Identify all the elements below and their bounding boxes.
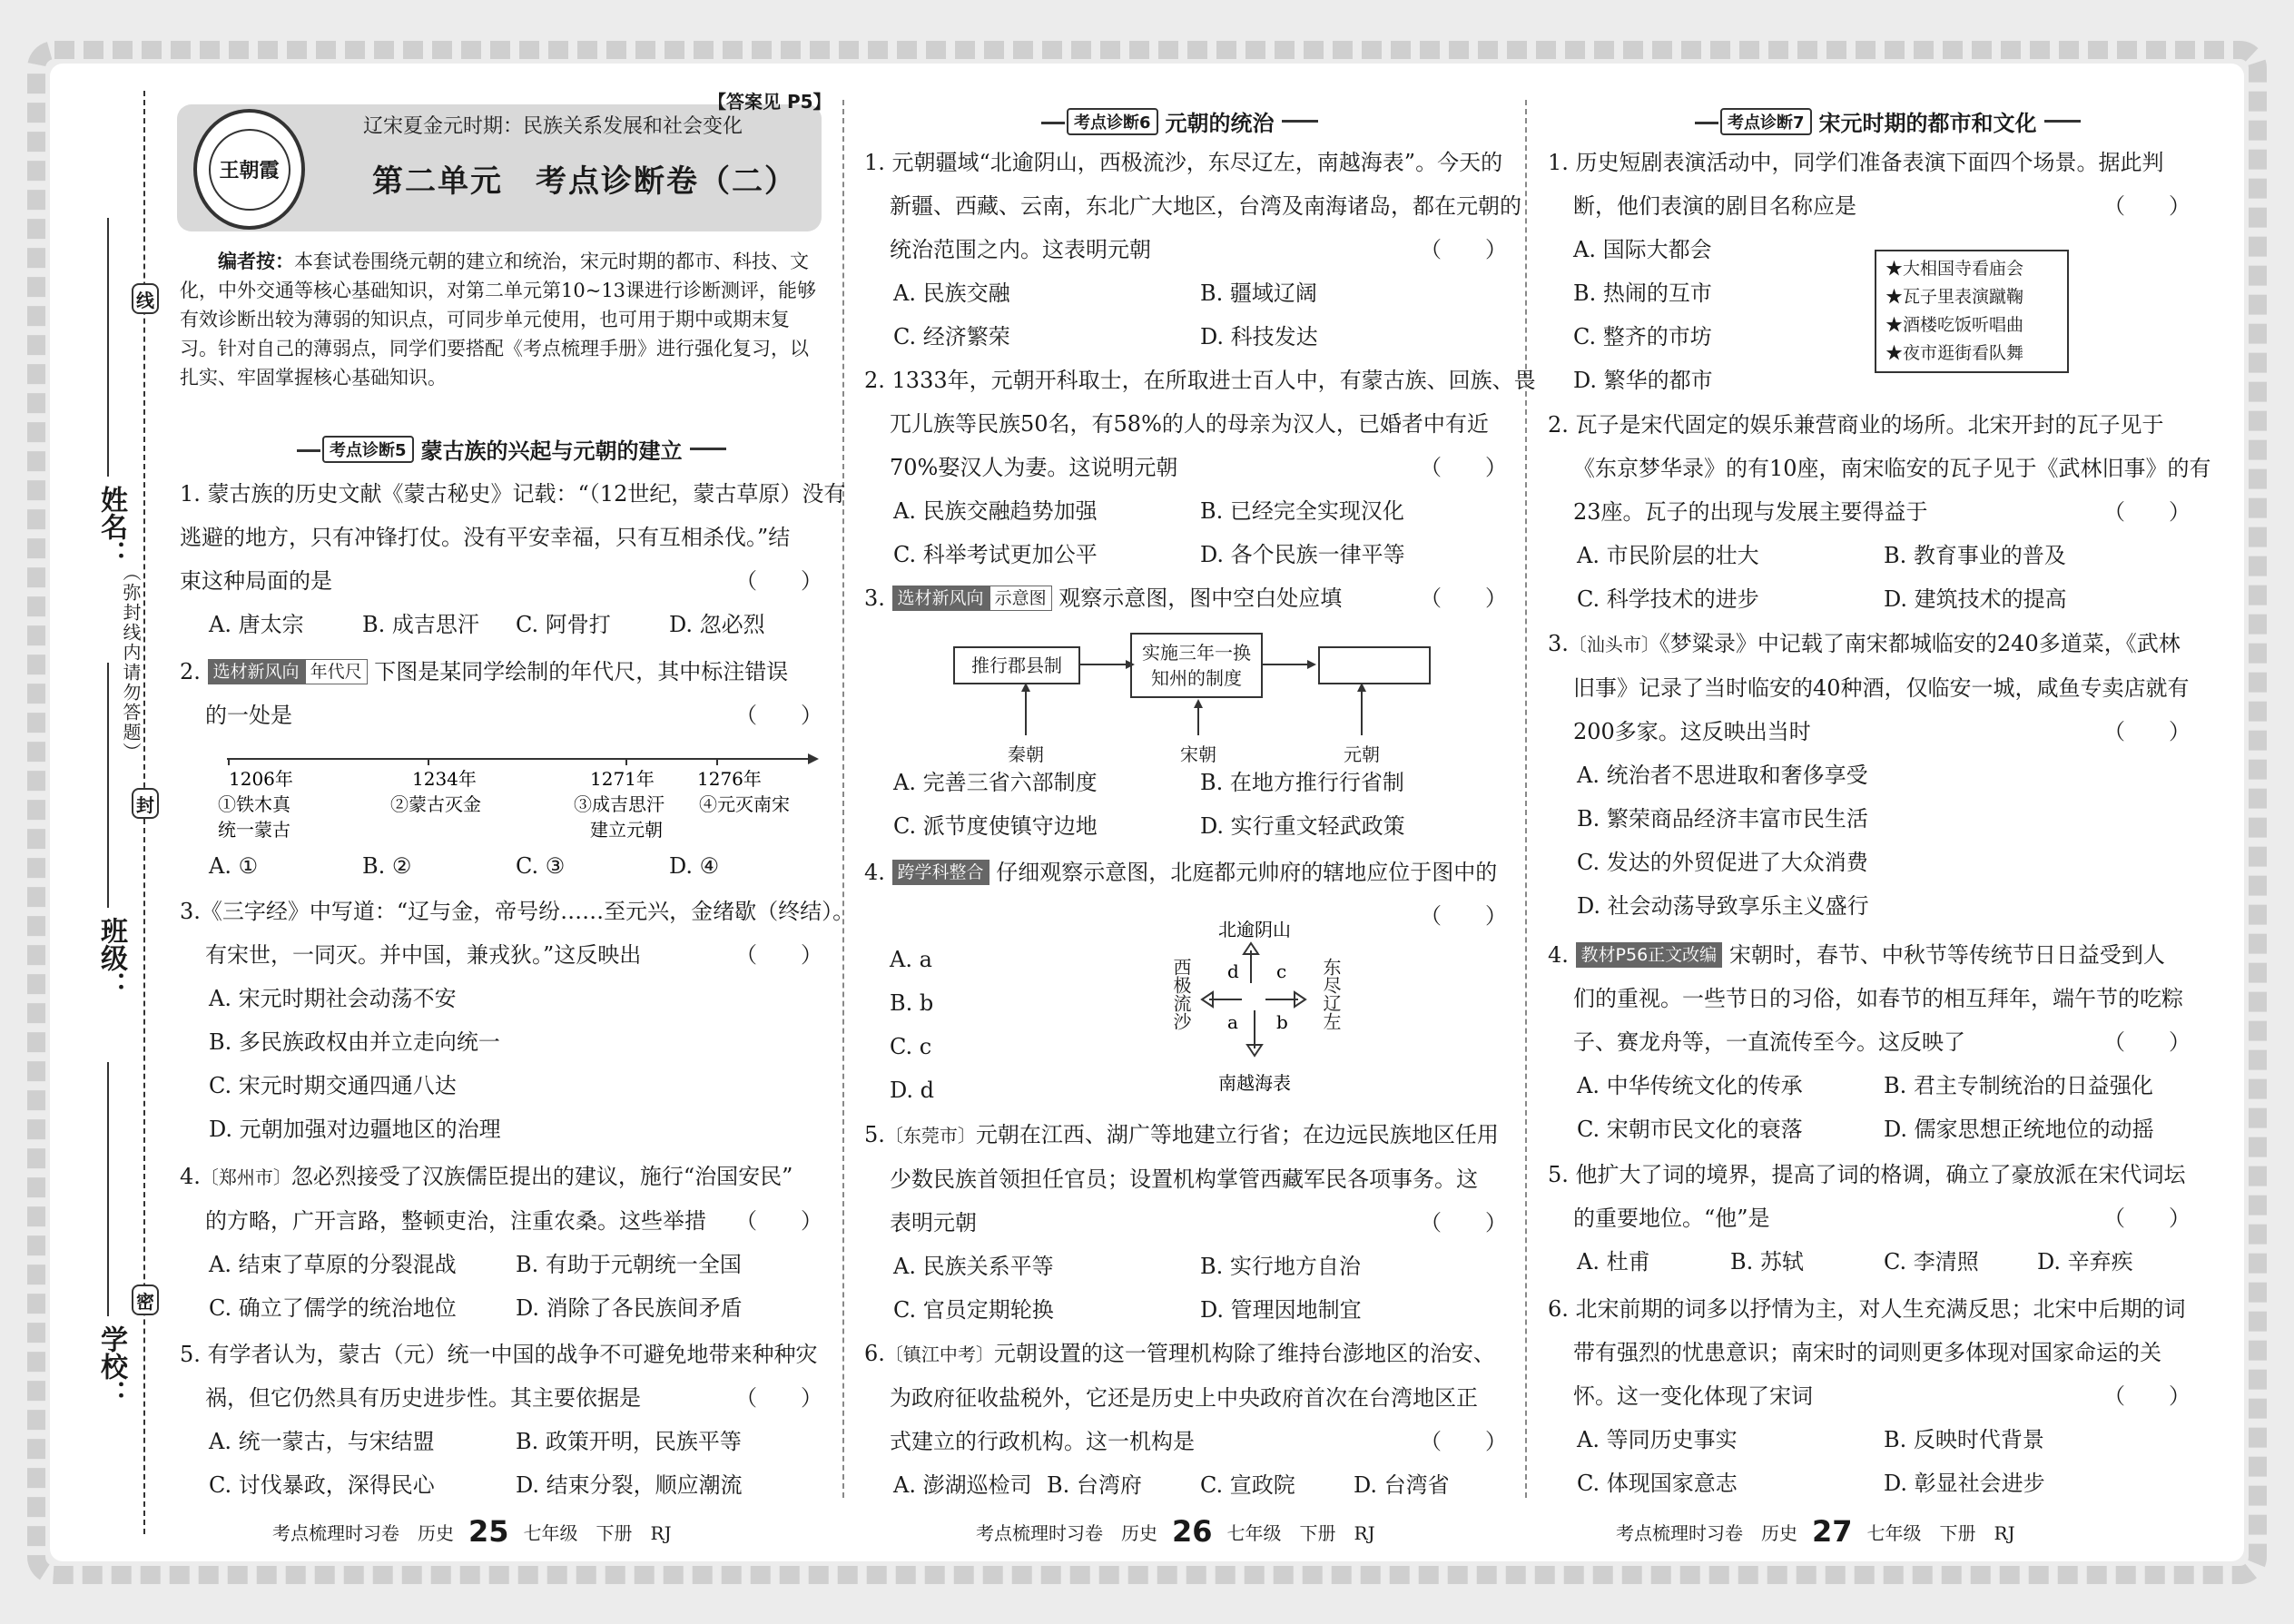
- question-text: 祸，但它仍然具有历史进步性。其主要依据是: [205, 1385, 641, 1411]
- question-3-1: [1548, 141, 2191, 402]
- question-text: 统治范围之内。这表明元朝: [890, 237, 1151, 262]
- timeline-event: ①铁木真: [218, 793, 290, 815]
- question-source: 〔郑州市〕: [200, 1166, 291, 1188]
- column-separator: [1525, 100, 1527, 1498]
- timeline-event: ③成吉思汗: [574, 793, 665, 815]
- question-text: 带有强烈的忧患意识；南宋时的词则更多体现对国家命运的关: [1573, 1340, 2161, 1365]
- option-c[interactable]: C. 派节度使镇守边地: [893, 813, 1098, 839]
- question-text: 2. 瓦子是宋代固定的娱乐兼营商业的场所。北宋开封的瓦子见于: [1548, 412, 2164, 438]
- option-a[interactable]: A. 结束了草原的分裂混战: [209, 1252, 457, 1277]
- question-number: 4.: [864, 860, 885, 885]
- answer-blank[interactable]: （ ）: [2103, 1029, 2191, 1055]
- question-text: 5. 有学者认为，蒙古（元）统一中国的战争不可避免地带来种种灾: [180, 1342, 818, 1367]
- option-a[interactable]: A. 宋元时期社会动荡不安: [209, 986, 457, 1011]
- option-a[interactable]: A. 市民阶层的壮大: [1577, 543, 1759, 568]
- question-text: 2. 1333年，元朝开科取士，在所取进士百人中，有蒙古族、回族、畏: [864, 368, 1536, 393]
- question-text: 的重要地位。“他”是: [1573, 1206, 1770, 1231]
- editor-note-label: 编者按：: [218, 251, 294, 272]
- answer-blank[interactable]: （ ）: [2103, 719, 2191, 744]
- column-separator: [842, 100, 844, 1498]
- binding-note: （弥封线内请勿答题）: [120, 563, 142, 763]
- option-c[interactable]: C. c: [890, 1034, 932, 1059]
- option-d[interactable]: D. d: [890, 1078, 935, 1103]
- binding-mark-bind: 密: [132, 1284, 159, 1315]
- question-2-5: [864, 1113, 1507, 1332]
- answer-blank[interactable]: （ ）: [2103, 1383, 2191, 1409]
- option-b[interactable]: B. 有助于元朝统一全国: [516, 1252, 742, 1277]
- option-c[interactable]: C. 李清照: [1884, 1249, 1979, 1275]
- question-text: 式建立的行政机构。这一机构是: [890, 1429, 1195, 1454]
- answer-blank[interactable]: （ ）: [735, 942, 822, 968]
- answer-blank[interactable]: （ ）: [1420, 237, 1507, 262]
- option-c[interactable]: C. 经济繁荣: [893, 324, 1010, 349]
- question-2-3: [864, 576, 1507, 620]
- question-number: 5.: [864, 1122, 885, 1147]
- option-c[interactable]: C. 宣政院: [1200, 1472, 1295, 1498]
- compass-letter: d: [1227, 960, 1239, 982]
- answer-blank[interactable]: （ ）: [735, 703, 822, 728]
- option-d[interactable]: D. 管理因地制宜: [1200, 1297, 1362, 1323]
- question-text: 3.《三字经》中写道：“辽与金，帝号纷……至元兴，金绪歇（终结）。: [180, 899, 855, 924]
- compass-letter: c: [1276, 960, 1287, 982]
- option-d[interactable]: D. 繁华的都市: [1573, 368, 1713, 393]
- page-footer-27: [1616, 1514, 2015, 1549]
- option-b[interactable]: B. 反映时代背景: [1884, 1427, 2044, 1452]
- option-a[interactable]: A. 统治者不思进取和奢侈享受: [1577, 763, 1868, 788]
- question-1-3: [180, 890, 855, 1151]
- option-d[interactable]: D. 彰显社会进步: [1884, 1471, 2045, 1496]
- page-number: 26: [1172, 1514, 1213, 1549]
- question-tag: 年代尺: [305, 659, 368, 684]
- timeline-event: 建立元朝: [590, 819, 663, 841]
- option-b[interactable]: B. 台湾府: [1047, 1472, 1142, 1498]
- question-text: 少数民族首领担任官员；设置机构掌管西藏军民各项事务。这: [890, 1166, 1478, 1192]
- question-3-6: [1548, 1287, 2191, 1505]
- question-2-2: [864, 359, 1536, 576]
- scene-list-box: [1875, 250, 2069, 373]
- question-3-5: [1548, 1153, 2191, 1284]
- option-a[interactable]: A. 民族关系平等: [893, 1254, 1054, 1279]
- question-2-6: [864, 1332, 1507, 1507]
- option-b[interactable]: B. 繁荣商品经济丰富市民生活: [1577, 806, 1868, 832]
- footer-text: 考点梳理时习卷 历史: [272, 1521, 454, 1544]
- flow-box-2: [1130, 633, 1263, 698]
- option-a[interactable]: A. 民族交融: [893, 281, 1010, 306]
- compass-south: 南越海表: [1218, 1072, 1291, 1094]
- compass-north: 北逾阴山: [1218, 919, 1291, 940]
- option-d[interactable]: D. 科技发达: [1200, 324, 1318, 349]
- editor-note-text: 本套试卷围绕元朝的建立和统治，宋元时期的都市、科技、文化，中外交通等核心基础知识，对第二单元第10~13课进行诊断测评，能够有效诊断出较为薄弱的知识点，可同步单元使用，也可用于期中或期末复习。针对自己的薄弱点，同学们要搭配《考点梳理手册》进行强化复习，以扎实、牢固掌握核心基础知识。: [180, 251, 817, 389]
- compass-west: 西极流沙: [1170, 958, 1192, 1030]
- footer-text: 考点梳理时习卷 历史: [1616, 1521, 1797, 1544]
- question-tag: 示意图: [989, 586, 1052, 611]
- compass-letter: a: [1227, 1011, 1238, 1033]
- name-underline[interactable]: [107, 218, 109, 477]
- question-3-4: [1548, 933, 2191, 1151]
- timeline-event: 统一蒙古: [218, 819, 290, 841]
- question-text: 《东京梦华录》的有10座，南宋临安的瓦子见于《武林旧事》的有: [1573, 456, 2211, 481]
- footer-text: 七年级 下册 RJ: [1866, 1521, 2015, 1544]
- option-d[interactable]: D. ④: [669, 853, 720, 879]
- option-b[interactable]: B. 成吉思汗: [362, 612, 479, 637]
- answer-blank[interactable]: （ ）: [735, 1385, 822, 1411]
- question-text: 5. 他扩大了词的境界，提高了词的格调，确立了豪放派在宋代词坛: [1548, 1162, 2186, 1187]
- option-c[interactable]: C. 科学技术的进步: [1577, 586, 1759, 612]
- question-text: 观察示意图，图中空白处应填: [1058, 586, 1343, 611]
- footer-text: 七年级 下册 RJ: [523, 1521, 672, 1544]
- question-text: 断，他们表演的剧目名称应是: [1573, 193, 1856, 219]
- flow-box-1: 推行郡县制: [953, 646, 1080, 684]
- question-text: 200多家。这反映出当时: [1573, 719, 1811, 744]
- name-label: 姓名：: [95, 486, 127, 567]
- question-1-4: [180, 1155, 822, 1330]
- scene-item: ★夜市逛街看队舞: [1885, 343, 2024, 363]
- question-text: 束这种局面的是: [180, 568, 332, 594]
- question-3-3: [1548, 622, 2191, 928]
- answer-blank[interactable]: （ ）: [1420, 586, 1507, 611]
- binding-mark-seal: 封: [132, 788, 159, 819]
- answer-blank[interactable]: （ ）: [2103, 1206, 2191, 1231]
- flow-label: 元朝: [1344, 743, 1380, 765]
- option-a[interactable]: A. 国际大都会: [1573, 237, 1712, 262]
- compass-letter: b: [1276, 1011, 1288, 1033]
- section-tag: 考点诊断5: [322, 436, 414, 463]
- class-label: 班级：: [95, 917, 127, 999]
- option-c[interactable]: C. 阿骨打: [516, 612, 611, 637]
- page-footer-26: [976, 1514, 1375, 1549]
- question-1-2: [180, 650, 822, 737]
- option-b[interactable]: B. ②: [362, 853, 412, 879]
- question-text: 们的重视。一些节日的习俗，如春节的相互拜年，端午节的吃粽: [1573, 986, 2183, 1011]
- question-number: 3.: [1548, 631, 1569, 656]
- question-text: 忽必烈接受了汉族儒臣提出的建议，施行“治国安民”: [290, 1164, 793, 1189]
- question-2-3-options: [864, 761, 1507, 848]
- option-a[interactable]: A. 民族交融趋势加强: [893, 498, 1098, 524]
- section-title: 元朝的统治: [1165, 111, 1275, 136]
- option-c[interactable]: C. 讨伐暴政，深得民心: [209, 1472, 435, 1498]
- scene-item: ★酒楼吃饭听唱曲: [1885, 315, 2024, 335]
- section-title: 宋元时期的都市和文化: [1818, 111, 2037, 136]
- option-c[interactable]: C. 整齐的市坊: [1573, 324, 1712, 349]
- option-b[interactable]: B. 实行地方自治: [1200, 1254, 1361, 1279]
- option-c[interactable]: C. 宋朝市民文化的衰落: [1577, 1117, 1803, 1142]
- question-text: 70%娶汉人为妻。这说明元朝: [890, 455, 1178, 480]
- question-text: 下图是某同学绘制的年代尺，其中标注错误: [374, 659, 789, 684]
- question-text: 《梦粱录》中记载了南宋都城临安的240多道菜，《武林: [1659, 631, 2181, 656]
- timeline-diagram: [209, 749, 826, 849]
- footer-text: 考点梳理时习卷 历史: [976, 1521, 1157, 1544]
- section-heading-7: [1720, 105, 2081, 137]
- flow-label: 秦朝: [1008, 743, 1044, 765]
- option-c[interactable]: C. ③: [516, 853, 566, 879]
- option-b[interactable]: B. 多民族政权由并立走向统一: [209, 1029, 500, 1055]
- question-2-1: [864, 141, 1521, 359]
- option-b[interactable]: B. 热闹的互市: [1573, 281, 1712, 306]
- timeline-event: ④元灭南宋: [699, 793, 790, 815]
- question-text: 1. 元朝疆域“北逾阴山，西极流沙，东尽辽左，南越海表”。今天的: [864, 150, 1503, 175]
- option-b[interactable]: B. b: [890, 990, 934, 1016]
- flow-label: 宋朝: [1180, 743, 1216, 765]
- question-source: 〔镇江中考〕: [884, 1343, 994, 1365]
- question-number: 2.: [180, 659, 201, 684]
- question-1-5: [180, 1333, 822, 1507]
- timeline-year: 1234年: [412, 768, 477, 790]
- question-text: 新疆、西藏、云南，东北广大地区，台湾及南海诸岛，都在元朝的: [890, 193, 1521, 219]
- question-text: 表明元朝: [890, 1210, 977, 1235]
- question-text: 兀儿族等民族50名，有58%的人的母亲为汉人，已婚者中有近: [890, 411, 1489, 437]
- question-number: 3.: [864, 586, 885, 611]
- option-c[interactable]: C. 发达的外贸促进了大众消费: [1577, 850, 1868, 875]
- option-a[interactable]: A. 澎湖巡检司: [893, 1472, 1032, 1498]
- option-c[interactable]: C. 体现国家意志: [1577, 1471, 1738, 1496]
- school-label: 学校：: [95, 1325, 127, 1407]
- scene-item: ★瓦子里表演蹴鞠: [1885, 287, 2024, 307]
- page-footer-25: [272, 1514, 672, 1549]
- option-b[interactable]: B. 在地方推行行省制: [1200, 770, 1404, 795]
- option-a[interactable]: A. 唐太宗: [209, 612, 304, 637]
- question-text: 有宋世，一同灭。并中国，兼戎狄。”这反映出: [205, 942, 642, 968]
- question-text: 怀。这一变化体现了宋词: [1573, 1383, 1813, 1409]
- question-text: 子、赛龙舟等，一直流传至今。这反映了: [1573, 1029, 1965, 1055]
- option-b[interactable]: B. 苏轼: [1730, 1249, 1804, 1275]
- footer-text: 七年级 下册 RJ: [1226, 1521, 1375, 1544]
- section-heading-5: [322, 433, 726, 465]
- page-number: 25: [468, 1514, 509, 1549]
- binding-mark-line: 线: [132, 283, 159, 314]
- option-d[interactable]: D. 辛弃疾: [2037, 1249, 2133, 1275]
- section-tag: 考点诊断7: [1720, 108, 1812, 135]
- logo-text: 王朝霞: [209, 129, 290, 211]
- timeline-year: 1276年: [697, 768, 762, 790]
- answer-blank[interactable]: （ ）: [2103, 499, 2191, 525]
- question-3-2: [1548, 403, 2211, 621]
- option-a[interactable]: A. 杜甫: [1577, 1249, 1650, 1275]
- page-title: 第二单元 考点诊断卷（二）: [372, 163, 797, 200]
- section-heading-6: [1067, 105, 1318, 137]
- option-d[interactable]: D. 忽必烈: [669, 612, 765, 637]
- question-1-1: [180, 472, 846, 646]
- option-a[interactable]: A. 完善三省六部制度: [893, 770, 1098, 795]
- option-c[interactable]: C. 宋元时期交通四通八达: [209, 1073, 457, 1098]
- answer-blank[interactable]: （ ）: [1420, 1210, 1507, 1235]
- option-c[interactable]: C. 官员定期轮换: [893, 1297, 1054, 1323]
- option-d[interactable]: D. 各个民族一律平等: [1200, 542, 1405, 567]
- question-text: 的一处是: [205, 703, 292, 728]
- question-tag: 教材P56正文改编: [1576, 942, 1723, 968]
- question-number: 6.: [864, 1341, 885, 1366]
- question-tag: 跨学科整合: [892, 860, 989, 885]
- brand-logo: [193, 109, 305, 230]
- option-b[interactable]: B. 教育事业的普及: [1884, 543, 2066, 568]
- question-text: 的方略，广开言路，整顿吏治，注重农桑。这些举措: [205, 1208, 706, 1234]
- answer-blank[interactable]: （ ）: [1420, 903, 1507, 929]
- question-tag: 选材新风向: [208, 659, 305, 684]
- option-c[interactable]: C. 科举考试更加公平: [893, 542, 1098, 567]
- option-d[interactable]: D. 实行重文轻武政策: [1200, 813, 1405, 839]
- question-source: 〔汕头市〕: [1568, 634, 1659, 655]
- option-d[interactable]: D. 社会动荡导致享乐主义盛行: [1577, 893, 1869, 919]
- question-text: 元朝设置的这一管理机构除了维持台澎地区的治安、: [993, 1341, 1495, 1366]
- answer-blank[interactable]: （ ）: [1420, 1429, 1507, 1454]
- question-source: 〔东莞市〕: [884, 1125, 976, 1147]
- option-d[interactable]: D. 结束分裂，顺应潮流: [516, 1472, 743, 1498]
- question-text: 宋朝时，春节、中秋节等传统节日日益受到人: [1728, 942, 2165, 968]
- answer-reference: 【答案见 P5】: [708, 91, 832, 113]
- question-text: 1. 蒙古族的历史文献《蒙古秘史》记载：“（12世纪，蒙古草原）没有: [180, 481, 846, 507]
- question-tag: 选材新风向: [892, 586, 989, 611]
- answer-blank[interactable]: （ ）: [735, 568, 822, 594]
- option-a[interactable]: A. 统一蒙古，与宋结盟: [209, 1429, 435, 1454]
- option-c[interactable]: C. 确立了儒学的统治地位: [209, 1295, 457, 1321]
- option-b[interactable]: B. 君主专制统治的日益强化: [1884, 1073, 2153, 1098]
- timeline-year: 1271年: [590, 768, 655, 790]
- school-underline[interactable]: [107, 1062, 109, 1316]
- question-text: 1. 历史短剧表演活动中，同学们准备表演下面四个场景。据此判: [1548, 150, 2164, 175]
- option-b[interactable]: B. 已经完全实现汉化: [1200, 498, 1404, 524]
- option-b[interactable]: B. 疆域辽阔: [1200, 281, 1317, 306]
- question-text: 仔细观察示意图，北庭都元帅府的辖地应位于图中的: [996, 860, 1498, 885]
- option-a[interactable]: A. a: [890, 947, 932, 972]
- timeline-event: ②蒙古灭金: [390, 793, 481, 815]
- option-a[interactable]: A. ①: [209, 853, 259, 879]
- option-a[interactable]: A. 等同历史事实: [1577, 1427, 1738, 1452]
- question-text: 旧事》记录了当时临安的40种酒，仅临安一城，咸鱼专卖店就有: [1573, 675, 2190, 701]
- option-d[interactable]: D. 台湾省: [1354, 1472, 1450, 1498]
- page-number: 27: [1812, 1514, 1853, 1549]
- question-number: 4.: [180, 1164, 201, 1189]
- question-text: 6. 北宋前期的词多以抒情为主，对人生充满反思；北宋中后期的词: [1548, 1296, 2186, 1322]
- editor-note: [180, 247, 822, 392]
- class-underline[interactable]: [107, 663, 109, 908]
- flow-box-text: 知州的制度: [1151, 667, 1242, 689]
- answer-blank[interactable]: （ ）: [1420, 455, 1507, 480]
- timeline-year: 1206年: [229, 768, 293, 790]
- question-text: 23座。瓦子的出现与发展主要得益于: [1573, 499, 1928, 525]
- option-d[interactable]: D. 元朝加强对边疆地区的治理: [209, 1117, 501, 1142]
- answer-blank[interactable]: （ ）: [735, 1208, 822, 1234]
- section-title: 蒙古族的兴起与元朝的建立: [420, 438, 683, 464]
- option-a[interactable]: A. 中华传统文化的传承: [1577, 1073, 1803, 1098]
- section-tag: 考点诊断6: [1067, 108, 1158, 135]
- unit-subtitle: 辽宋夏金元时期：民族关系发展和社会变化: [363, 115, 743, 138]
- question-text: 为政府征收盐税外，它还是历史上中央政府首次在台湾地区正: [890, 1385, 1478, 1411]
- option-d[interactable]: D. 建筑技术的提高: [1884, 586, 2067, 612]
- compass-east: 东尽辽左: [1320, 958, 1342, 1030]
- option-b[interactable]: B. 政策开明，民族平等: [516, 1429, 742, 1454]
- question-text: 逃避的地方，只有冲锋打仗。没有平安幸福，只有互相杀伐。”结: [180, 525, 791, 550]
- question-text: 元朝在江西、湖广等地建立行省；在边远民族地区任用: [975, 1122, 1499, 1147]
- question-number: 4.: [1548, 942, 1569, 968]
- answer-blank[interactable]: （ ）: [2103, 193, 2191, 219]
- flow-box-text: 实施三年一换: [1142, 642, 1251, 664]
- option-d[interactable]: D. 消除了各民族间矛盾: [516, 1295, 743, 1321]
- flow-box-blank[interactable]: [1318, 646, 1431, 684]
- scene-item: ★大相国寺看庙会: [1885, 259, 2024, 279]
- question-1-2-options: [209, 844, 822, 888]
- option-d[interactable]: D. 儒家思想正统地位的动摇: [1884, 1117, 2154, 1142]
